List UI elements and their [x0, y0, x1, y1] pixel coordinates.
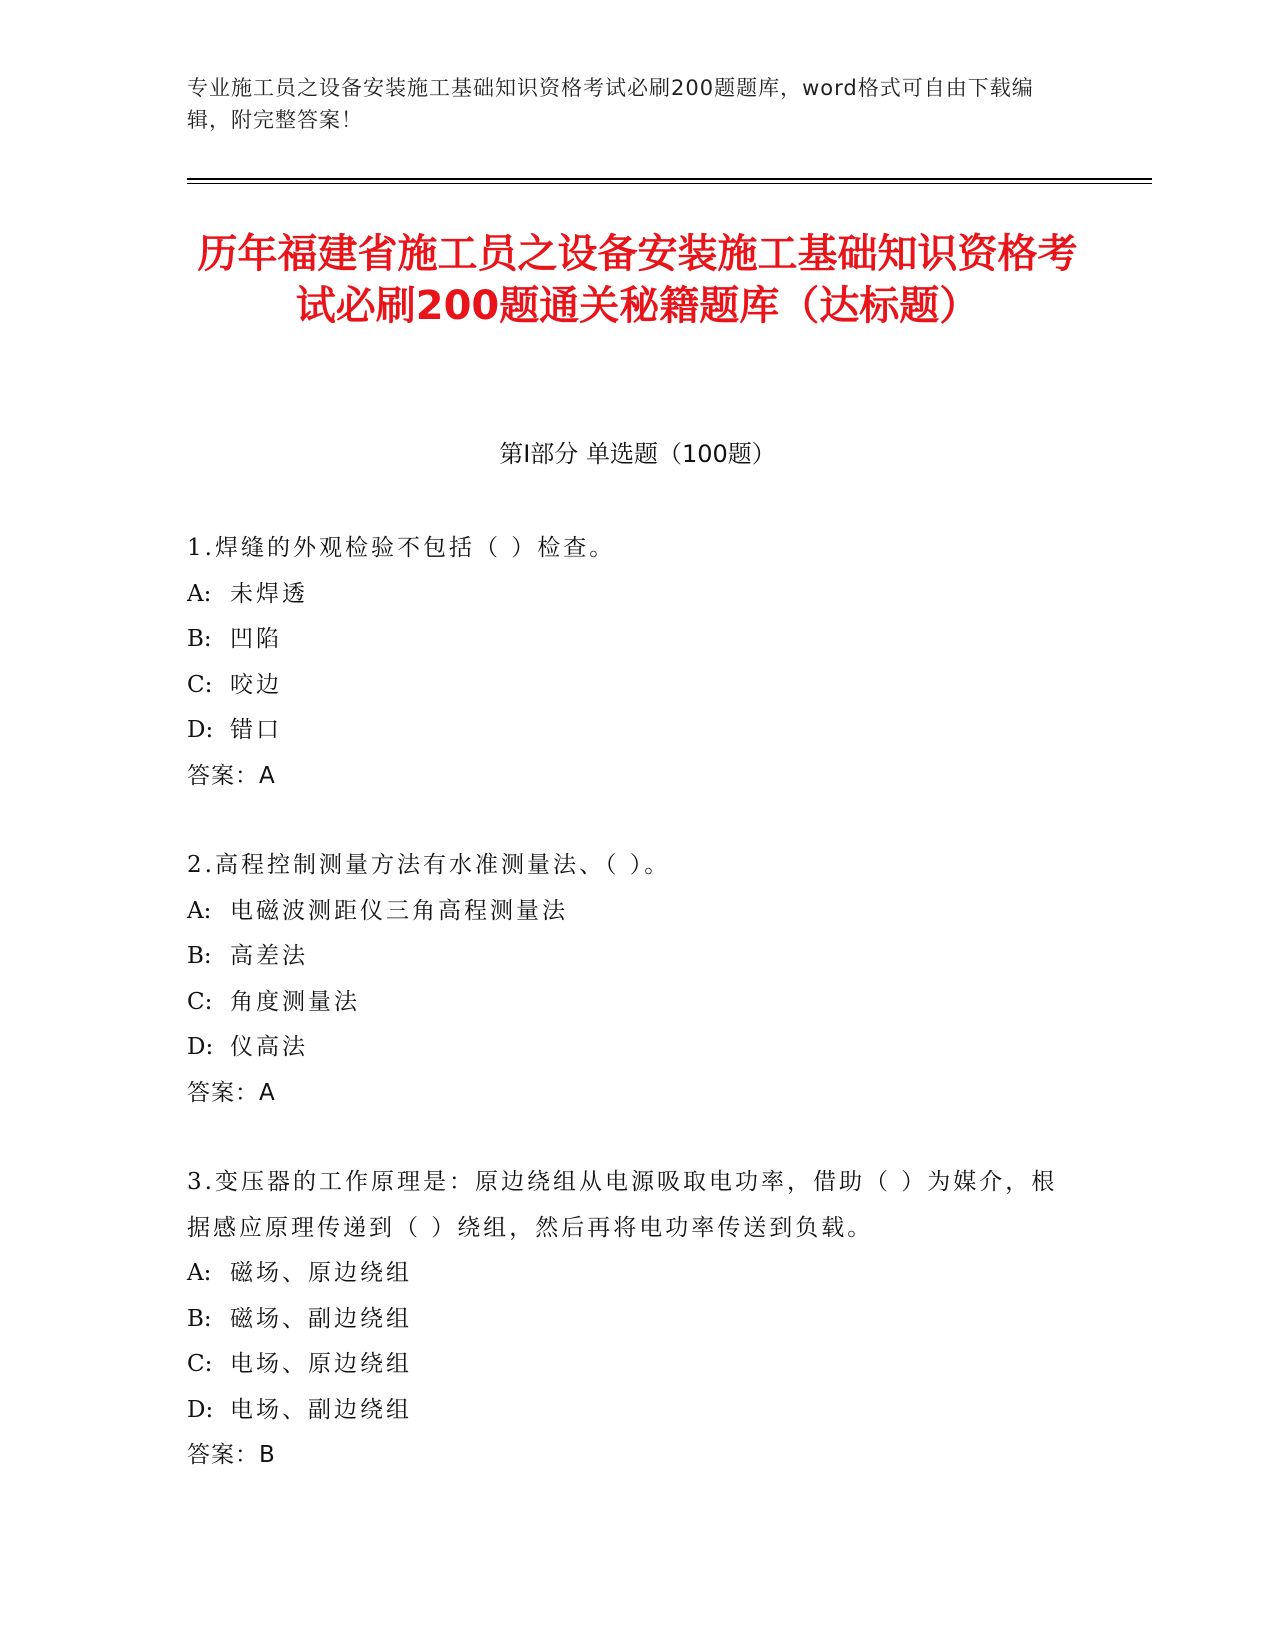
option-letter: B:	[187, 626, 212, 652]
option-text: 电磁波测距仪三角高程测量法	[230, 897, 568, 924]
answer-prefix: 答案：	[187, 1079, 259, 1106]
option-letter: C:	[187, 671, 213, 698]
option-b	[187, 617, 1067, 663]
answer-line	[187, 1433, 1067, 1479]
question-stem: 2.高程控制测量方法有水准测量法、（ ）。	[187, 852, 671, 878]
option-d	[187, 1388, 1067, 1434]
header-note: 专业施工员之设备安装施工基础知识资格考试必刷200题题库，word格式可自由下载编辑，附完整答案！	[187, 76, 1034, 132]
option-letter: C:	[187, 988, 213, 1015]
option-letter: A:	[187, 1260, 212, 1286]
option-a	[187, 889, 1067, 935]
option-text: 仪高法	[230, 1034, 308, 1060]
option-text: 电场、原边绕组	[230, 1351, 412, 1377]
answer-prefix: 答案：	[187, 1442, 259, 1468]
option-b	[187, 934, 1067, 980]
question-stem: 1.焊缝的外观检验不包括（ ）检查。	[187, 535, 616, 561]
option-letter: D:	[187, 1396, 214, 1423]
question-1	[187, 526, 1067, 799]
option-c	[187, 663, 1067, 709]
option-text: 高差法	[230, 943, 308, 969]
option-letter: B:	[187, 1305, 212, 1332]
option-letter: D:	[187, 1034, 214, 1060]
option-d	[187, 708, 1067, 754]
question-2	[187, 843, 1067, 1116]
option-letter: A:	[187, 580, 212, 607]
option-text: 磁场、副边绕组	[230, 1305, 412, 1332]
document-title: 历年福建省施工员之设备安装施工基础知识资格考试必刷200题通关秘籍题库（达标题）	[197, 231, 1078, 329]
option-letter: B:	[187, 943, 212, 969]
section-title: 第I部分 单选题（100题）	[499, 440, 776, 468]
option-letter: A:	[187, 897, 212, 924]
header-rule-thin	[187, 183, 1152, 184]
option-text: 错口	[230, 717, 282, 743]
option-b	[187, 1297, 1067, 1343]
option-letter: C:	[187, 1351, 213, 1377]
option-c	[187, 1342, 1067, 1388]
option-text: 角度测量法	[230, 988, 360, 1015]
option-c	[187, 980, 1067, 1026]
option-text: 磁场、原边绕组	[230, 1260, 412, 1286]
question-list	[187, 526, 1067, 1523]
option-text: 电场、副边绕组	[230, 1396, 412, 1423]
option-text: 未焊透	[230, 580, 308, 607]
answer-value: B	[259, 1442, 276, 1468]
answer-line	[187, 1071, 1067, 1117]
option-text: 咬边	[230, 671, 282, 698]
header-rule-thick	[187, 178, 1152, 180]
answer-prefix: 答案：	[187, 762, 259, 789]
question-stem: 3.变压器的工作原理是：原边绕组从电源吸取电功率，借助（ ）为媒介，根据感应原理传递到（ ）绕组，然后再将电功率传送到负载。	[187, 1169, 1058, 1241]
option-a	[187, 572, 1067, 618]
answer-line	[187, 754, 1067, 800]
answer-value: A	[259, 762, 276, 789]
answer-value: A	[259, 1079, 276, 1106]
option-letter: D:	[187, 717, 214, 743]
option-text: 凹陷	[230, 626, 282, 652]
question-3	[187, 1160, 1067, 1479]
option-a	[187, 1251, 1067, 1297]
option-d	[187, 1025, 1067, 1071]
